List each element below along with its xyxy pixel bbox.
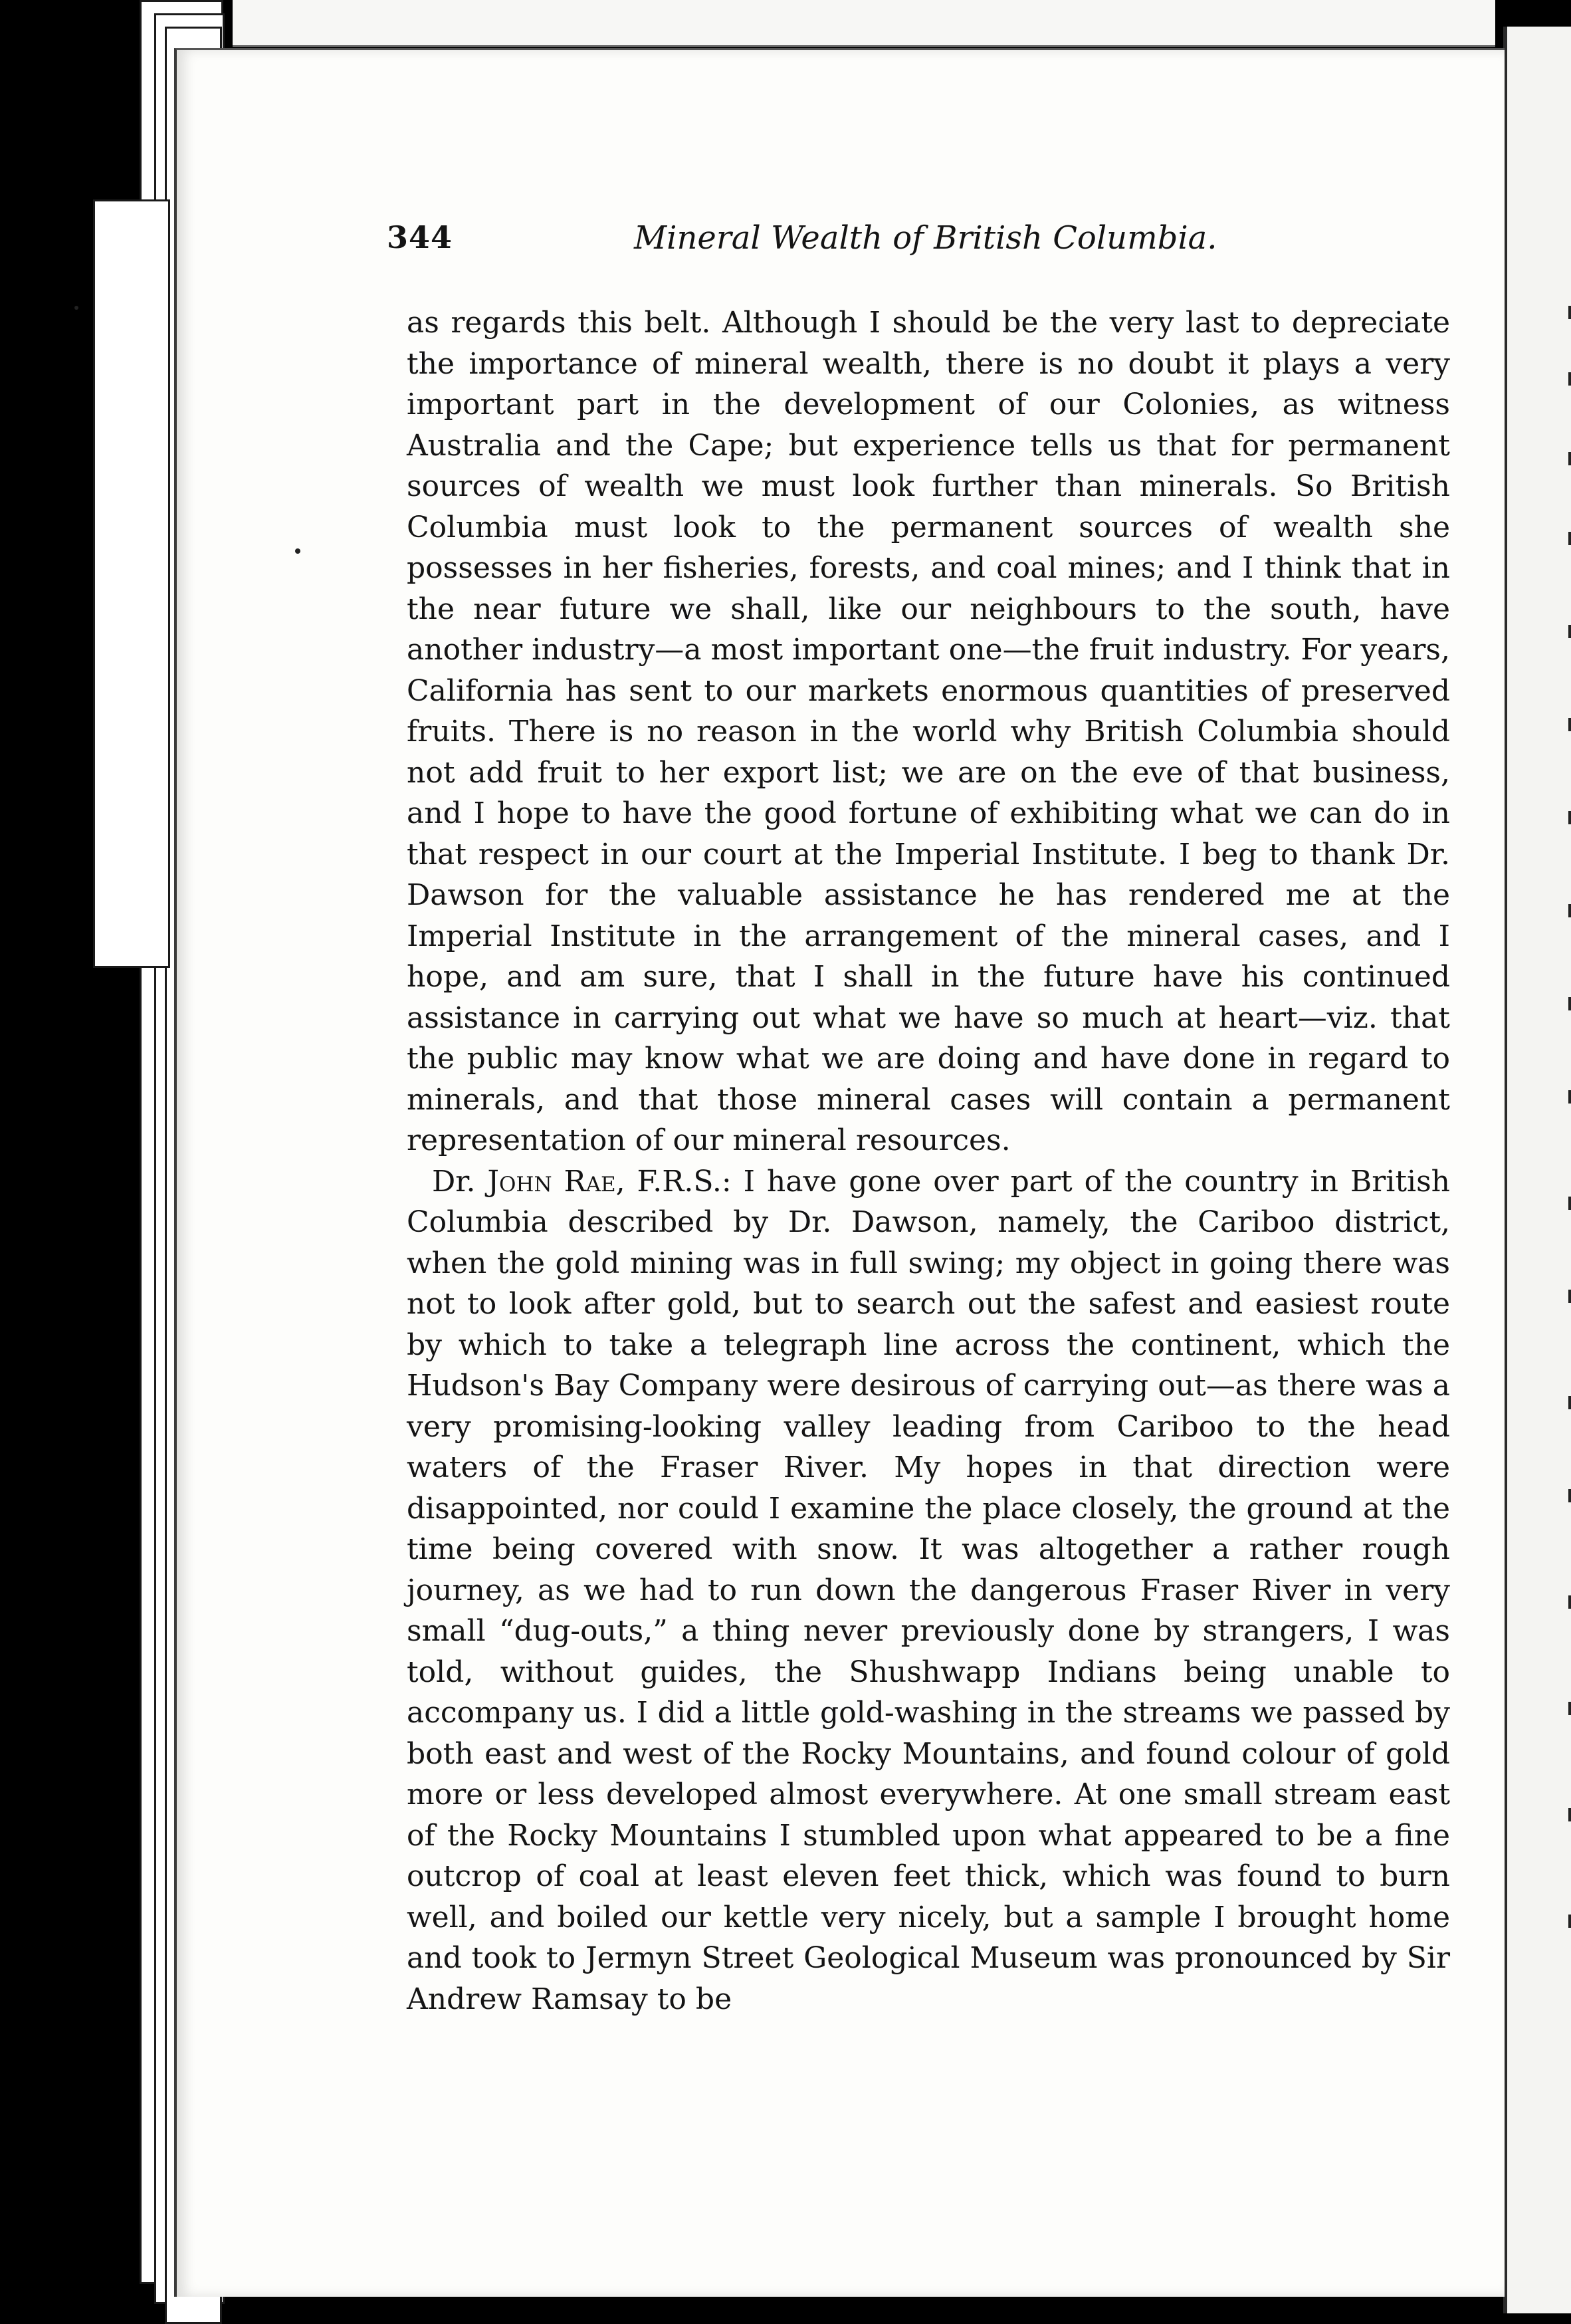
speaker-prefix: Dr. [432, 1164, 488, 1199]
text-fragment [1568, 372, 1571, 386]
running-title: Mineral Wealth of British Columbia. [634, 219, 1217, 257]
paragraph-text: : I have gone over part of the country in British Columbia described by Dr. Dawson, namely, the Cariboo district, when the gold mining was in full swing; my object in going there was not to look after gold, but to search out the safest and easiest route by which to take a telegraph line across the continent, which the Hudson's Bay Company were desirous of carrying out—as there was a very promising-looking valley leading from Cariboo to the head waters of the Fraser River. My hopes in that direction were disappointed, nor could I examine the place closely, the ground at the time being covered with snow. It was altogether a rather rough journey, as we had to run down the dangerous Fraser River in very small “dug-outs,” a thing never previously done by strangers, I was told, without guides, the Shushwapp Indians being unable to accompany us. I did a little gold-washing in the streams we passed by both east and west of the Rocky Mountains, and found colour of gold more or less developed almost everywhere. At one small stream east of the Rocky Mountains I stumbled upon what appeared to be a fine outcrop of coal at least eleven feet thick, which was found to burn well, and boiled our kettle very nicely, but a sample I brought home and took to Jermyn Street Geological Museum was pronounced by Sir Andrew Ramsay to be [407, 1164, 1450, 2016]
text-fragment [1568, 1489, 1571, 1502]
page-edge-tab [93, 199, 170, 968]
text-fragment [1568, 904, 1571, 917]
page-header [387, 219, 1251, 266]
paragraph: as regards this belt. Although I should be the very last to depreciate the importance of mineral wealth, there is no doubt it plays a very important part in the development of our Colonies, as witness Australia and the Cape; but experience tells us that for permanent sources of wealth we must look further than minerals. So British Columbia must look to the permanent sources of wealth she possesses in her fisheries, forests, and coal mines; and I think that in the near future we shall, like our neighbours to the south, have another industry—a most important one—the fruit industry. For years, California has sent to our markets enormous quantities of preserved fruits. There is no reason in the world why British Columbia should not add fruit to her export list; we are on the eve of that business, and I hope to have the good fortune of exhibiting what we can do in that respect in our court at the Imperial Institute. I beg to thank Dr. Dawson for the valuable assistance he has rendered me at the Imperial Institute in the arrangement of the mineral cases, and I hope, and am sure, that I shall in the future have his continued assistance in carrying out what we have so much at heart—viz. that the public may know what we are doing and have done in regard to minerals, and that those mineral cases will contain a permanent representation of our mineral resources. [407, 306, 1450, 1157]
text-fragment [1568, 1090, 1571, 1104]
text-fragment [1568, 306, 1571, 319]
speaker-name: John Rae [487, 1164, 616, 1199]
text-fragment [1568, 532, 1571, 545]
ink-speck [74, 306, 78, 310]
text-fragment [1568, 1595, 1571, 1609]
text-fragment [1568, 1396, 1571, 1409]
text-fragment [1568, 1197, 1571, 1210]
text-fragment [1568, 811, 1571, 824]
paragraph [407, 1161, 1450, 2020]
body-text [407, 302, 1450, 2020]
page-number: 344 [387, 219, 453, 255]
text-fragment [1568, 1915, 1571, 1928]
text-fragment [1568, 718, 1571, 731]
text-fragment [1568, 1808, 1571, 1821]
top-page-strip [233, 0, 1495, 47]
text-fragment [1568, 1290, 1571, 1303]
text-fragment [1568, 997, 1571, 1010]
ink-speck [295, 548, 300, 554]
facing-page-sliver [1503, 27, 1571, 2313]
text-fragment [1568, 1702, 1571, 1715]
speaker-suffix: , F.R.S. [615, 1164, 722, 1199]
text-fragment [1568, 452, 1571, 465]
text-fragment [1568, 625, 1571, 638]
